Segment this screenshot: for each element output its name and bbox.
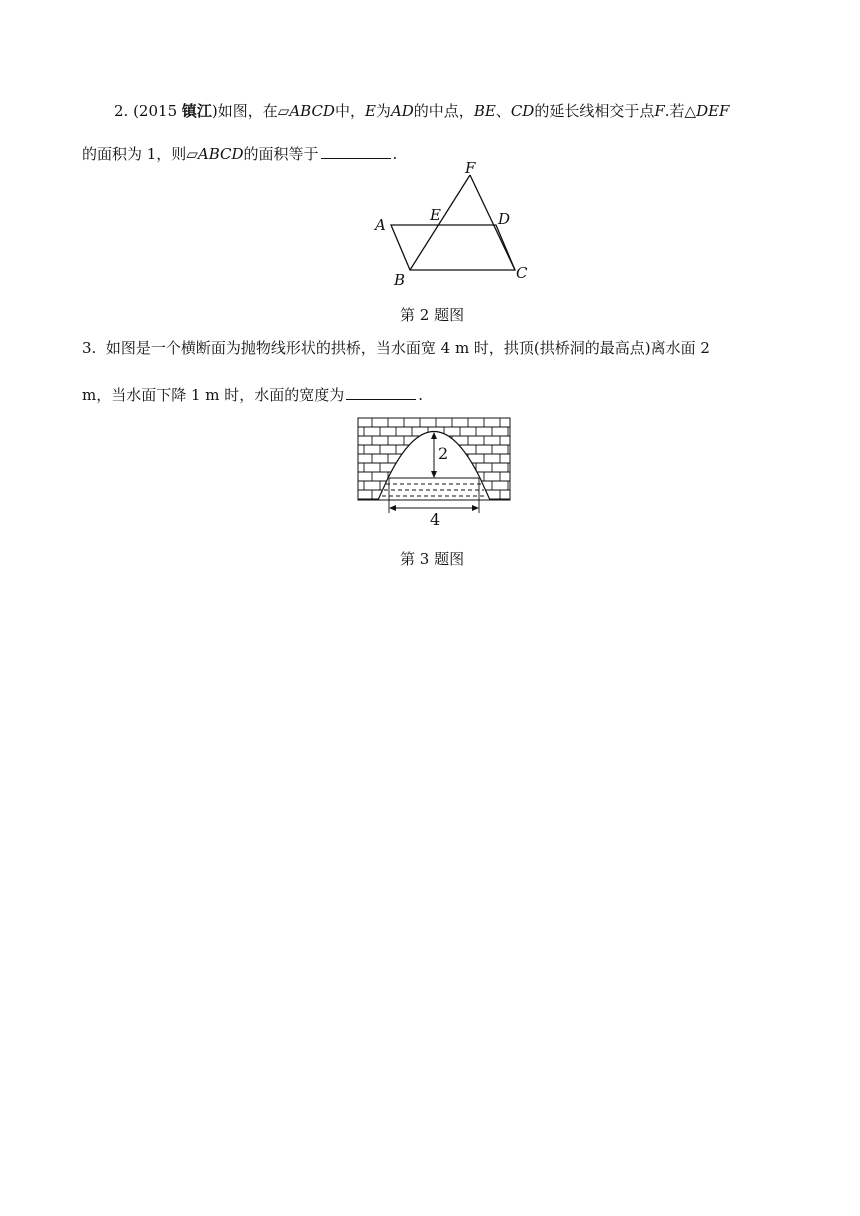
q2-period: . [392,145,398,163]
q3-period: . [418,386,424,404]
q2-number: 2. [114,102,129,120]
width-label: 4 [430,510,441,527]
q2-source-close: ) [211,102,218,120]
q2-answer-blank[interactable] [321,145,391,159]
label-f: F [465,160,476,177]
q2-def: DEF [696,102,730,120]
q3-bridge-figure [356,415,516,527]
q2-abcd: ABCD [289,102,335,120]
label-e: E [430,206,441,224]
q2-f: F [654,102,665,120]
width-arrow-left [389,505,396,511]
q2-text-a: 如图，在 [217,102,278,120]
q3-number: 3. [82,339,97,357]
q2-source-open: (2015 [128,102,182,120]
q2-text-f: .若△ [664,102,697,120]
q2-text-b: 中， [334,102,365,120]
width-arrow-right [472,505,479,511]
height-arrow-top [431,432,437,439]
q2-text-g: 的面积为 1，则 [82,145,187,163]
q2-figure [370,160,570,290]
q2-e: E [364,102,376,120]
q2-line1 [114,100,729,121]
q2-sep: 、 [495,102,511,120]
q3-text-2: m，当水面下降 1 m 时，水面的宽度为 [82,386,345,404]
q2-source-place: 镇江 [181,102,212,120]
label-c: C [516,264,528,282]
q2-cd: CD [510,102,535,120]
q2-ad: AD [390,102,414,120]
q3-caption: 第 3 题图 [400,550,465,568]
parallelogram-symbol: ▱ [277,102,290,120]
q2-caption: 第 2 题图 [400,306,465,324]
parallelogram-symbol-2: ▱ [186,145,198,163]
q3-line1 [82,337,710,358]
q2-abcd-2: ABCD [197,145,244,163]
label-d: D [498,210,511,228]
q2-text-c: 为 [375,102,391,120]
q2-be: BE [473,102,496,120]
label-b: B [394,271,406,289]
q2-text-d: 的中点， [413,102,474,120]
q2-text-e: 的延长线相交于点 [534,102,655,120]
q2-text-h: 的面积等于 [243,145,319,163]
q3-line2 [82,384,423,405]
q3-answer-blank[interactable] [346,386,416,400]
q2-line2 [82,143,397,164]
q3-text-1: 如图是一个横断面为抛物线形状的拱桥，当水面宽 4 m 时，拱顶(拱桥洞的最高点)离水面 2 [105,339,710,357]
height-label: 2 [438,444,449,463]
label-a: A [375,216,386,234]
